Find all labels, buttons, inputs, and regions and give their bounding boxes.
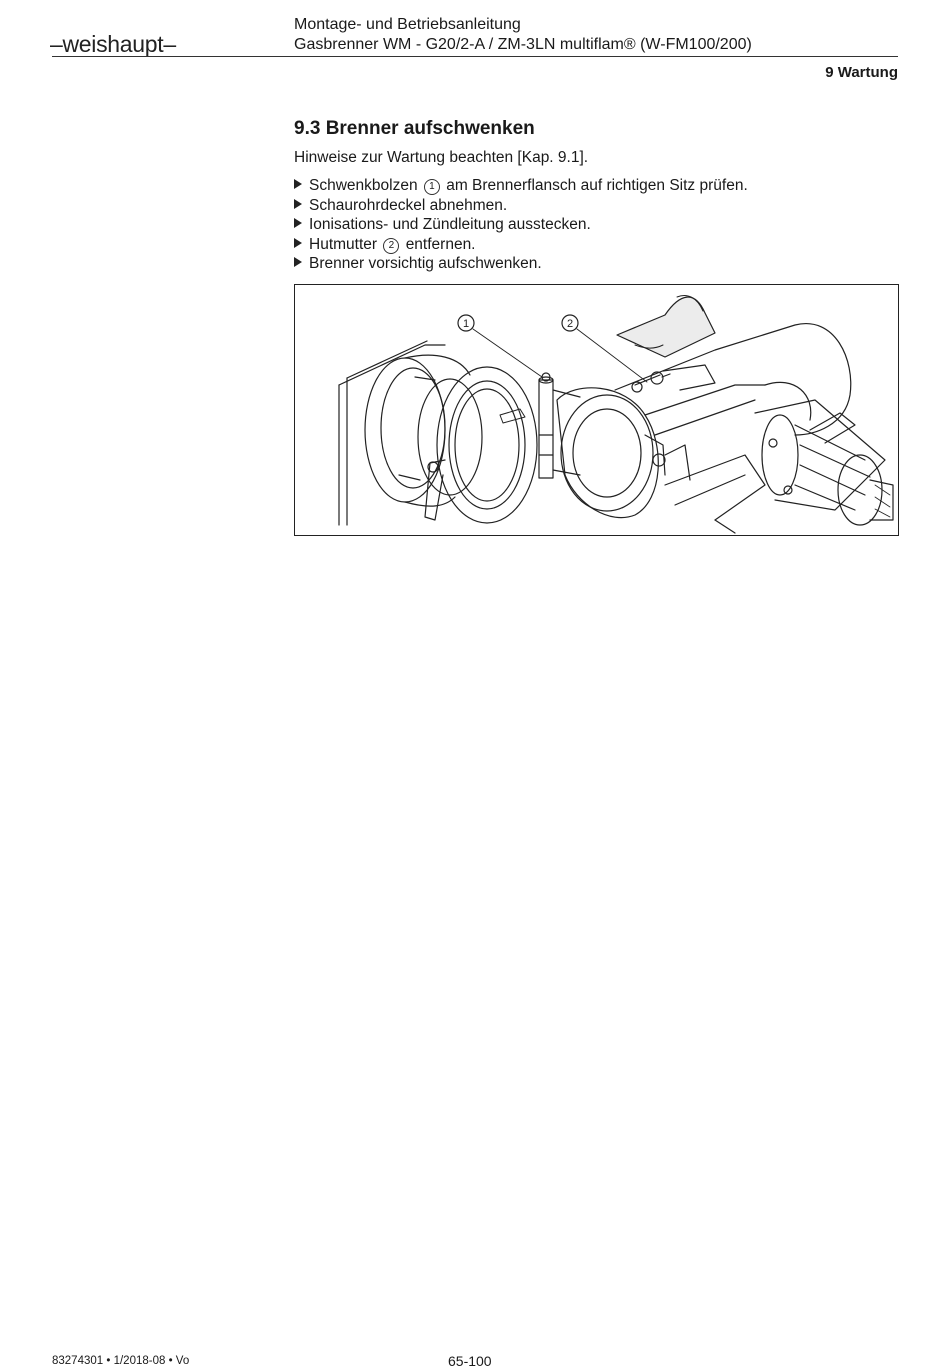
step-item	[294, 254, 748, 274]
section-title: 9.3 Brenner aufschwenken	[294, 118, 535, 139]
step-item	[294, 215, 748, 235]
brand-logo: –weishaupt–	[50, 31, 176, 57]
footer-doc-number: 83274301 • 1/2018-08 • Vo	[52, 1355, 190, 1367]
header-doc-type: Montage- und Betriebsanleitung	[294, 16, 521, 33]
section-note: Hinweise zur Wartung beachten [Kap. 9.1].	[294, 149, 589, 166]
callout-marker-2	[562, 315, 578, 331]
step-text: Hutmutter	[309, 235, 378, 253]
sight-tube-cover-drawing	[617, 296, 715, 357]
bullet-arrow-icon	[294, 199, 302, 209]
burner-flange-drawing	[557, 388, 665, 518]
bullet-arrow-icon	[294, 179, 302, 189]
burner-illustration	[294, 284, 899, 536]
bullet-arrow-icon	[294, 218, 302, 228]
footer-page-number: 65-100	[448, 1353, 492, 1369]
callout-number: 2	[566, 318, 574, 330]
header-product: Gasbrenner WM - G20/2-A / ZM-3LN multiflam® (W-FM100/200)	[294, 36, 752, 53]
step-text: Schaurohrdeckel abnehmen.	[309, 196, 508, 214]
callout-marker-1	[458, 315, 474, 331]
step-item	[294, 235, 748, 255]
step-text: Brenner vorsichtig aufschwenken.	[309, 255, 542, 272]
callout-ref-1: 1	[424, 179, 440, 195]
leader-line-1	[473, 329, 542, 377]
motor-drawing	[755, 400, 893, 525]
step-text: Ionisations- und Zündleitung ausstecken.	[309, 216, 591, 233]
boiler-wall-drawing	[339, 341, 445, 525]
step-item	[294, 196, 748, 216]
open-flange-ring-drawing	[425, 367, 537, 523]
callout-ref-2: 2	[383, 238, 399, 254]
step-text: entfernen.	[405, 235, 476, 253]
callout-number: 1	[462, 318, 470, 330]
bullet-arrow-icon	[294, 257, 302, 267]
step-text: am Brennerflansch auf richtigen Sitz prüfen.	[446, 177, 748, 194]
header-divider	[52, 56, 898, 57]
chapter-label: 9 Wartung	[825, 64, 898, 81]
step-text: Schwenkbolzen	[309, 177, 418, 194]
step-item	[294, 176, 748, 196]
flame-tube-drawing	[365, 355, 482, 506]
burner-housing-drawing	[615, 324, 851, 533]
bullet-arrow-icon	[294, 238, 302, 248]
step-list	[294, 176, 748, 274]
